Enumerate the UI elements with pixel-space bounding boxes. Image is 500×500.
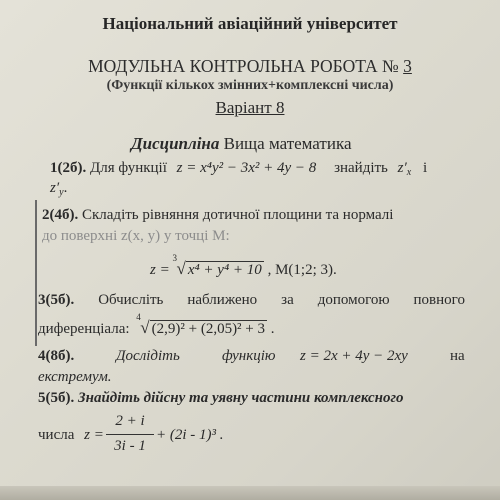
task-5-rest: + (2i - 1)³ . xyxy=(156,427,224,443)
task-2-text: Складіть рівняння дотичної площини та нормалі xyxy=(82,207,394,223)
exam-sheet: Національний авіаційний університет МОДУЛЬНА КОНТРОЛЬНА РОБОТА № 3 (Функції кількох змінних+комплексні числа) Варіант 8 Дисципліна Вища математика 1(2б). Для функції z = x⁴y² − 3x² + 4y − 8 знайдіть $z'_x$ і $z'_y$. 2(4б). Складіть рівняння дотичної площини та нормалі до поверхні z(x, y) у точці M: z = 3 √ x⁴ + y⁴ + 10 , M(1;2; 3). 3(5б). Обчисліть наближено за допомогою повного диференціала: 4 √ (2,9)² + (2,05)² + 3 . 4(8б). Дослідіть функцію z = 2x + 4y − 2xy на екстремум. 5(5б). Знайдіть дійсну та уявну частини комплексного числа z = 2 + i 3i - 1 + (2i - 1)³ . xyxy=(0,0,500,500)
variant-label: Варіант 8 xyxy=(215,98,285,117)
discipline-line xyxy=(131,134,352,154)
university-title: Національний авіаційний університет xyxy=(102,14,398,33)
task-2-formula: z = 3 √ x⁴ + y⁴ + 10 , M(1;2; 3). xyxy=(150,253,337,278)
work-title-prefix: МОДУЛЬНА КОНТРОЛЬНА РОБОТА № xyxy=(88,56,404,76)
task-1-and: і xyxy=(422,160,428,176)
task-1-label: 1(2б). xyxy=(50,160,87,176)
task-1-text: Для функції xyxy=(90,160,167,176)
variant-heading xyxy=(0,98,500,118)
task-1-line-1 xyxy=(50,160,427,178)
task-5-line-2: числа z = xyxy=(38,427,104,443)
task-3-line-2: диференціала: 4 √ (2,9)² + (2,05)² + 3 . xyxy=(38,312,275,337)
task-4-formula: z = 2x + 4y − 2xy xyxy=(300,348,408,364)
task-4-label: 4(8б). xyxy=(38,348,75,364)
work-title xyxy=(0,56,500,77)
work-subtitle: (Функції кількох змінних+комплексні числа) xyxy=(106,78,394,93)
margin-line xyxy=(35,200,37,346)
task-5-denominator: 3i - 1 xyxy=(114,438,146,454)
task-3-label: 3(5б). xyxy=(38,292,75,308)
task-5-numerator: 2 + i xyxy=(115,413,145,429)
task-1-zy: $z'_y$ xyxy=(50,180,64,198)
task-3-line-1: 3(5б). Обчисліть наближено за допомогою повного xyxy=(38,292,465,308)
fraction-bar xyxy=(106,434,154,435)
task-4-line-2: екстремум. xyxy=(38,369,112,385)
task-2-line-2: до поверхні z(x, y) у точці M: xyxy=(42,228,230,244)
task-2-label: 2(4б). xyxy=(42,207,79,223)
task-2-line-1 xyxy=(42,207,462,224)
task-1-line-2: $z'_y$. xyxy=(50,180,68,198)
discipline-name: Вища математика xyxy=(223,134,352,153)
task-1-formula: z = x⁴y² − 3x² + 4y − 8 xyxy=(176,160,317,176)
work-number: 3 xyxy=(403,56,412,76)
task-1-find: знайдіть xyxy=(334,160,388,176)
task-5-label: 5(5б). xyxy=(38,390,75,406)
paper-fold xyxy=(0,486,500,500)
task-1-zx: $z'_x$ xyxy=(397,160,412,178)
task-5-line-1: 5(5б). Знайдіть дійсну та уявну частини комплексного xyxy=(38,390,404,406)
discipline-label: Дисципліна xyxy=(131,134,220,153)
